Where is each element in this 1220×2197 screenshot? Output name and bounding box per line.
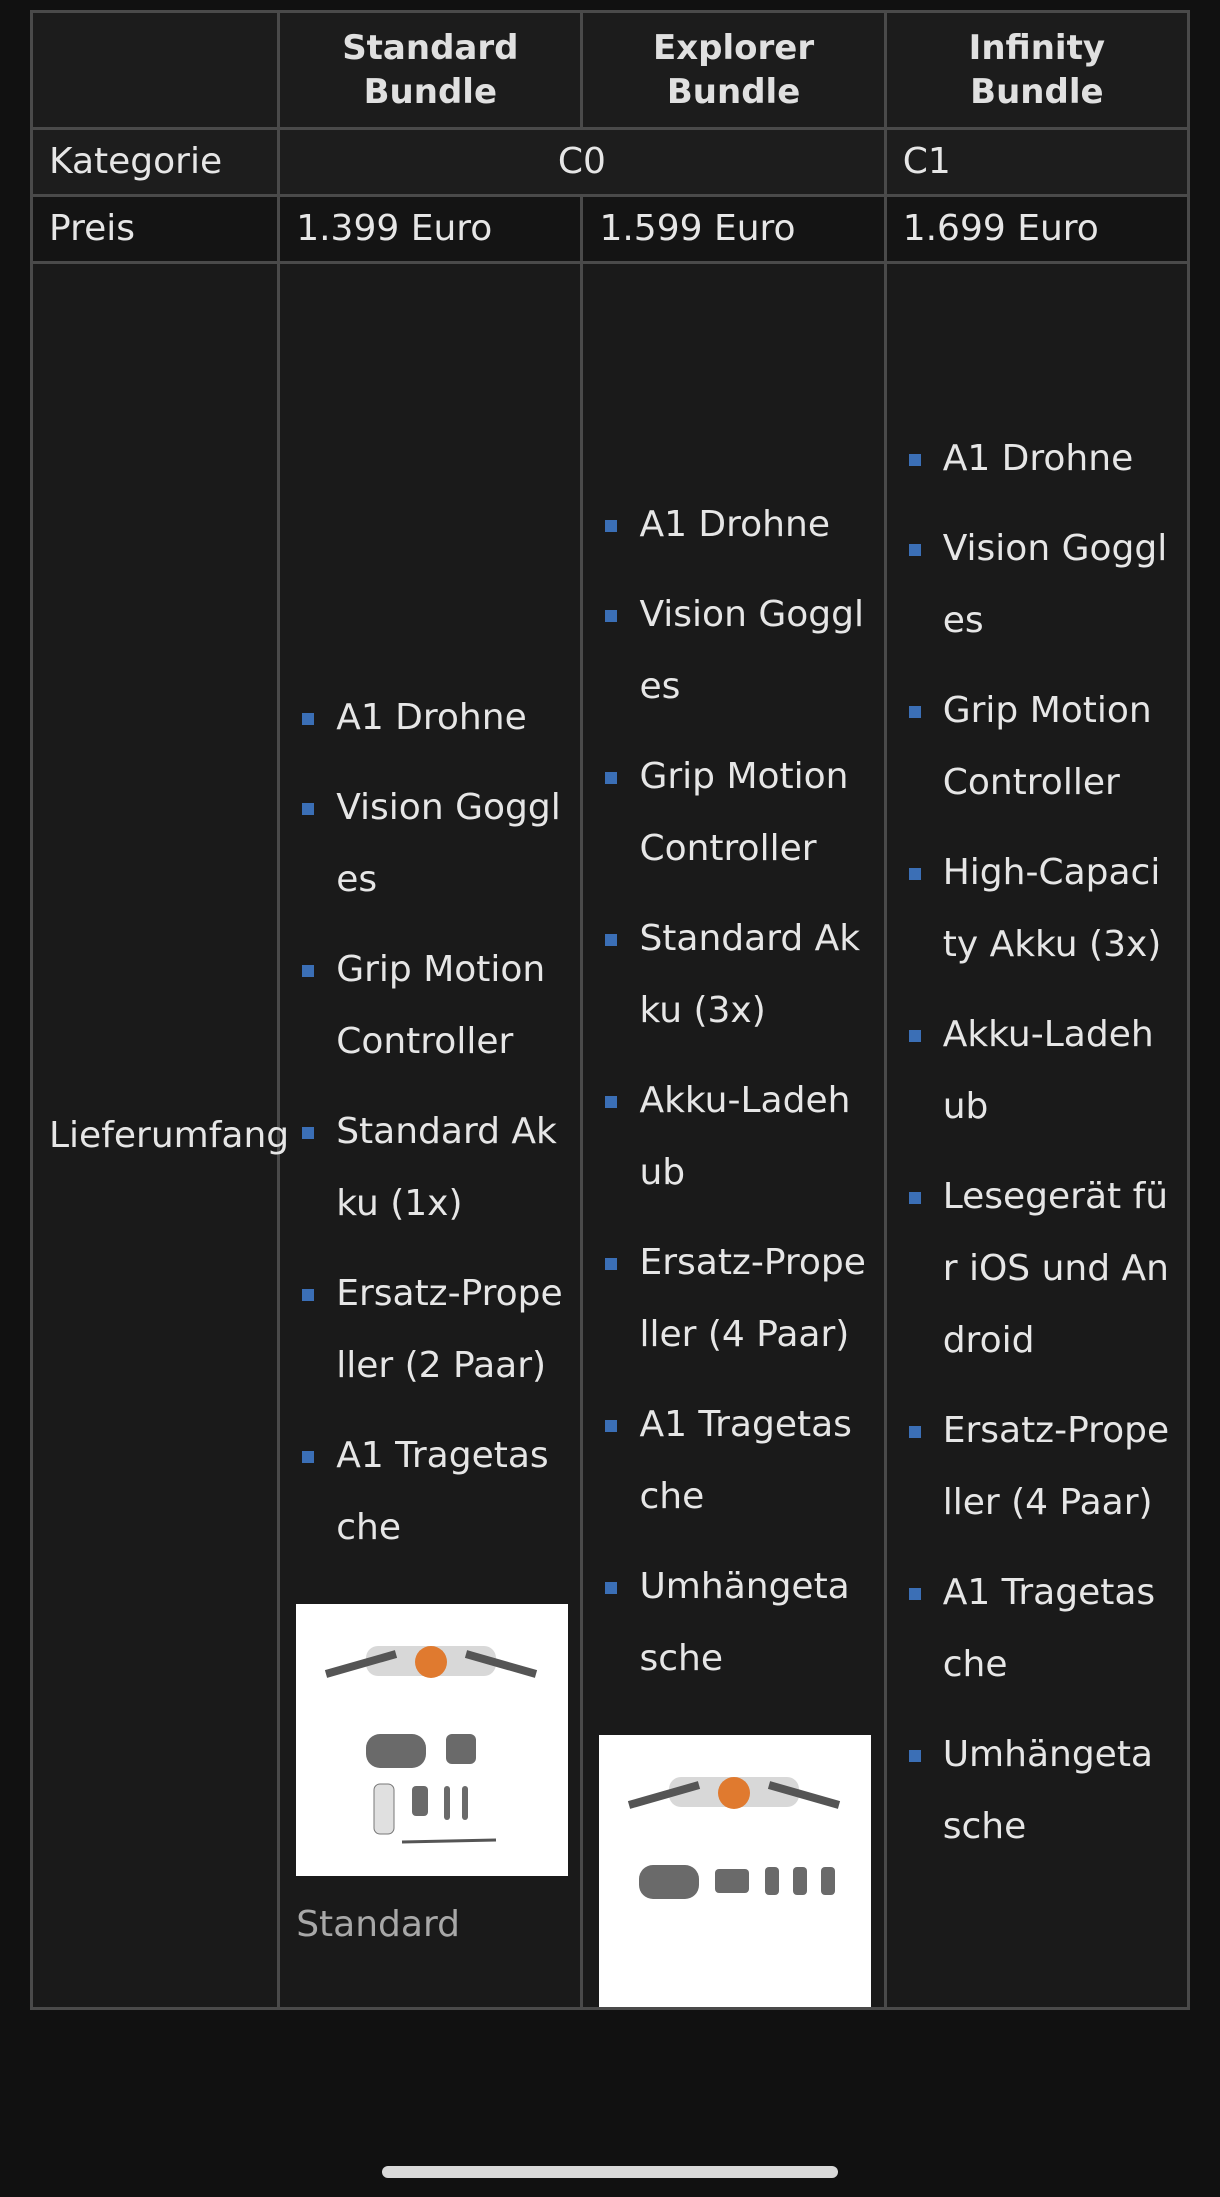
list-item: A1 Drohne bbox=[336, 682, 564, 754]
explorer-items-list bbox=[599, 489, 867, 1695]
row-preis bbox=[32, 196, 1189, 263]
list-item: Ersatz-Propeller (4 Paar) bbox=[943, 1395, 1171, 1539]
list-item: A1 Drohne bbox=[639, 489, 867, 561]
kategorie-c0: C0 bbox=[279, 129, 886, 196]
preis-label: Preis bbox=[32, 196, 279, 263]
list-item: Umhängetasche bbox=[943, 1719, 1171, 1863]
list-item: Grip Motion Controller bbox=[336, 934, 564, 1078]
list-item: Standard Akku (3x) bbox=[639, 903, 867, 1047]
list-item: Akku-Ladehub bbox=[639, 1065, 867, 1209]
drone-kit-icon bbox=[599, 1735, 871, 2007]
preis-explorer: 1.599 Euro bbox=[582, 196, 885, 263]
row-kategorie bbox=[32, 129, 1189, 196]
lieferumfang-infinity bbox=[885, 263, 1188, 2009]
kategorie-c1: C1 bbox=[885, 129, 1188, 196]
list-item: Lesegerät für iOS und Android bbox=[943, 1161, 1171, 1377]
list-item: Grip Motion Controller bbox=[639, 741, 867, 885]
row-lieferumfang bbox=[32, 263, 1189, 2009]
standard-image-caption: Standard bbox=[296, 1903, 460, 1945]
list-item: A1 Drohne bbox=[943, 423, 1171, 495]
standard-items-list bbox=[296, 682, 564, 1564]
header-empty bbox=[32, 12, 279, 129]
infinity-items-list bbox=[903, 423, 1171, 1863]
list-item: Standard Akku (1x) bbox=[336, 1096, 564, 1240]
home-indicator[interactable] bbox=[382, 2166, 838, 2178]
preis-infinity: 1.699 Euro bbox=[885, 196, 1188, 263]
list-item: Akku-Ladehub bbox=[943, 999, 1171, 1143]
header-explorer-bundle: Explorer Bundle bbox=[582, 12, 885, 129]
kategorie-label: Kategorie bbox=[32, 129, 279, 196]
standard-bundle-image[interactable] bbox=[296, 1604, 568, 1876]
list-item: Ersatz-Propeller (2 Paar) bbox=[336, 1258, 564, 1402]
header-infinity-bundle: Infinity Bundle bbox=[885, 12, 1188, 129]
list-item: Vision Goggles bbox=[639, 579, 867, 723]
list-item: Vision Goggles bbox=[336, 772, 564, 916]
list-item: Umhängetasche bbox=[639, 1551, 867, 1695]
lieferumfang-label: Lieferumfang bbox=[32, 263, 279, 2009]
list-item: A1 Tragetasche bbox=[336, 1420, 564, 1564]
list-item: A1 Tragetasche bbox=[639, 1389, 867, 1533]
lieferumfang-explorer bbox=[582, 263, 885, 2009]
list-item: Vision Goggles bbox=[943, 513, 1171, 657]
bundle-comparison-table bbox=[30, 10, 1190, 2010]
header-standard-bundle: Standard Bundle bbox=[279, 12, 582, 129]
preis-standard: 1.399 Euro bbox=[279, 196, 582, 263]
list-item: Grip Motion Controller bbox=[943, 675, 1171, 819]
list-item: Ersatz-Propeller (4 Paar) bbox=[639, 1227, 867, 1371]
list-item: High-Capacity Akku (3x) bbox=[943, 837, 1171, 981]
drone-kit-icon bbox=[296, 1604, 568, 1876]
explorer-bundle-image[interactable] bbox=[599, 1735, 871, 2007]
lieferumfang-standard bbox=[279, 263, 582, 2009]
list-item: A1 Tragetasche bbox=[943, 1557, 1171, 1701]
header-row bbox=[32, 12, 1189, 129]
